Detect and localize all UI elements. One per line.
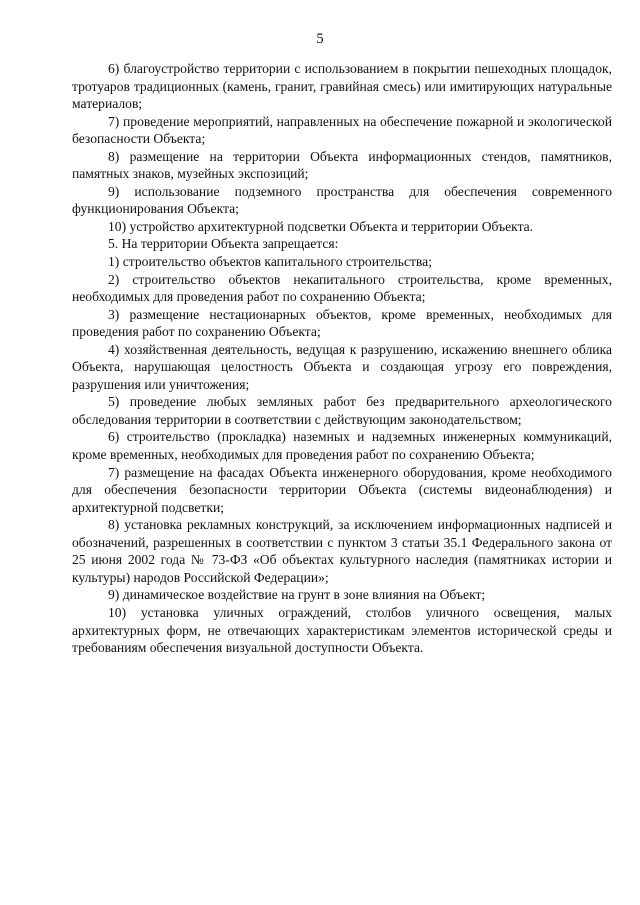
item-number: 4)	[108, 341, 120, 357]
item-number: 10)	[108, 218, 127, 234]
item-number: 6)	[108, 429, 120, 445]
item-number: 3)	[108, 306, 120, 322]
item-text: проведение мероприятий, направленных на обеспечение пожарной и экологической безопасности Объекта;	[72, 113, 612, 147]
item-text: установка уличных ограждений, столбов уличного освещения, малых архитектурных форм, не отвечающих характеристикам элементов исторической среды и требованиям обеспечения визуальной доступности Объекта.	[72, 604, 612, 656]
item-number: 9)	[108, 587, 120, 603]
section-heading-text: 5. На территории Объекта запрещается:	[108, 236, 339, 252]
list-item	[72, 183, 612, 218]
item-number: 7)	[108, 464, 120, 480]
item-text: строительство объектов капитального строительства;	[122, 254, 432, 270]
list-item	[72, 464, 612, 517]
item-number: 8)	[108, 148, 120, 164]
list-item	[72, 218, 612, 236]
item-number: 2)	[108, 271, 120, 287]
item-text: установка рекламных конструкций, за исключением информационных надписей и обозначений, разрешенных в соответствии с пунктом 3 статьи 35.1 Федерального закона от 25 июня 2002 года № 73-ФЗ «Об объектах культурного наследия (памятниках истории и культуры) народов Российской Федерации»;	[72, 517, 612, 585]
list-item	[72, 306, 612, 341]
item-text: строительство (прокладка) наземных и надземных инженерных коммуникаций, кроме временных, необходимых для проведения работ по сохранению Объекта;	[72, 429, 612, 463]
item-number: 7)	[108, 113, 120, 129]
item-number: 1)	[108, 254, 120, 270]
item-text: динамическое воздействие на грунт в зоне влияния на Объект;	[122, 587, 486, 603]
list-item	[72, 271, 612, 306]
item-text: благоустройство территории с использованием в покрытии пешеходных площадок, тротуаров традиционных (камень, гранит, гравийная смесь) или имитирующих натуральные материалов;	[72, 61, 612, 112]
document-body	[72, 60, 612, 657]
item-text: хозяйственная деятельность, ведущая к разрушению, искажению внешнего облика Объекта, нарушающая целостность Объекта и создающая угрозу его повреждения, разрушения или уничтожения;	[72, 341, 612, 392]
item-text: использование подземного пространства для обеспечения современного функционирования Объекта;	[72, 183, 612, 217]
list-item	[72, 253, 612, 271]
list-item	[72, 393, 612, 428]
list-item	[72, 341, 612, 394]
list-item	[72, 148, 612, 183]
item-text: устройство архитектурной подсветки Объекта и территории Объекта.	[129, 218, 534, 234]
item-text: строительство объектов некапитального строительства, кроме временных, необходимых для проведения работ по сохранению Объекта;	[72, 271, 612, 305]
item-number: 6)	[108, 61, 120, 76]
section-heading	[72, 235, 612, 253]
item-number: 8)	[108, 517, 120, 533]
list-item	[72, 60, 612, 113]
page-number: 5	[316, 31, 324, 47]
item-text: размещение на фасадах Объекта инженерного оборудования, кроме необходимого для обеспечения безопасности территории Объекта (системы видеонаблюдения) и архитектурной подсветки;	[72, 464, 612, 515]
list-item	[72, 516, 612, 586]
list-item	[72, 604, 612, 657]
item-text: проведение любых земляных работ без предварительного археологического обследования территории в соответствии с действующим законодательством;	[72, 394, 612, 427]
list-item	[72, 428, 612, 463]
item-text: размещение нестационарных объектов, кроме временных, необходимых для проведения работ по сохранению Объекта;	[72, 306, 612, 340]
item-number: 10)	[108, 604, 127, 620]
item-number: 5)	[108, 394, 120, 410]
list-item	[72, 586, 612, 604]
list-item	[72, 113, 612, 148]
item-number: 9)	[108, 183, 120, 199]
item-text: размещение на территории Объекта информационных стендов, памятников, памятных знаков, музейных экспозиций;	[72, 148, 612, 182]
